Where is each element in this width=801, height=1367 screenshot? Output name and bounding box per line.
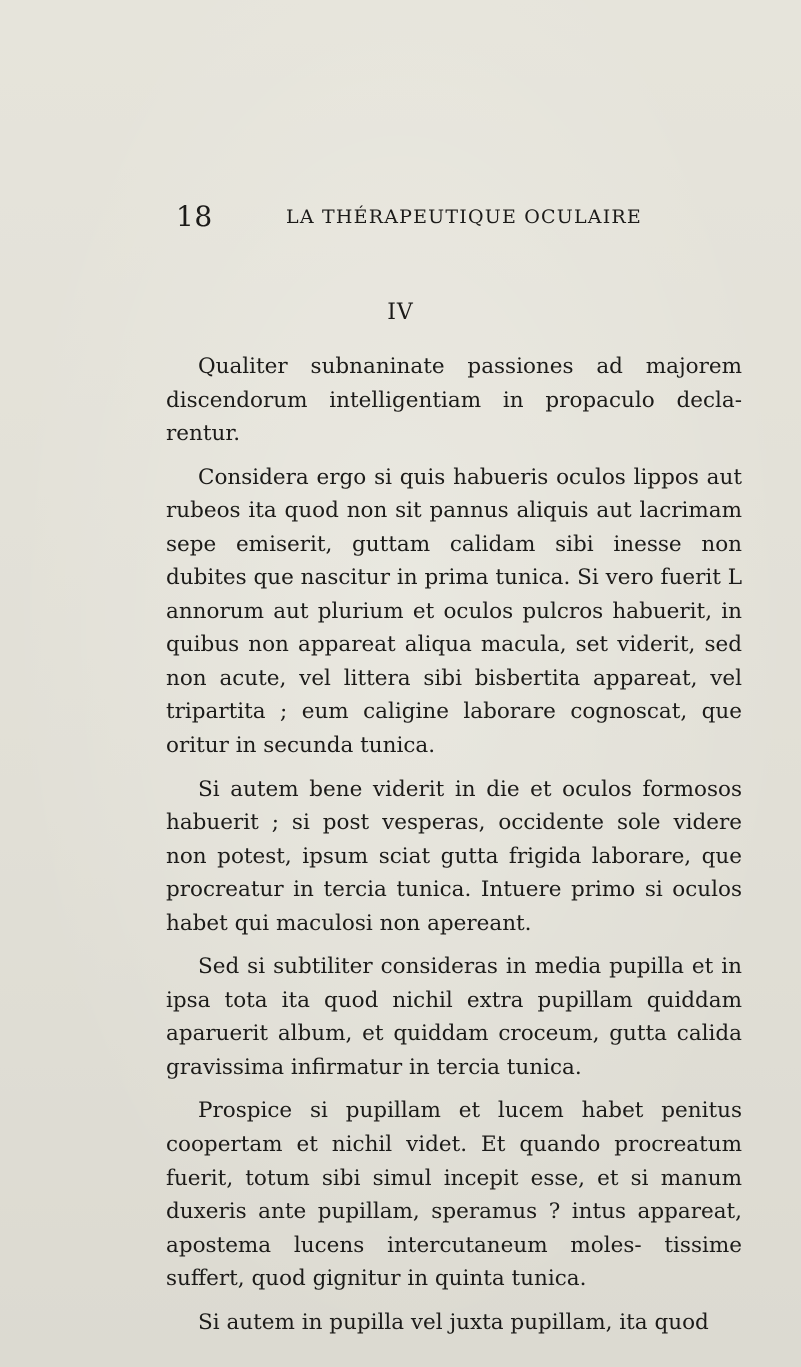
- paragraph-3: Si autem bene viderit in die et oculos formosos habuerit ; si post vesperas, occidente sole videre non potest, ipsum sciat gutta frigida laborare, que procreatur in tercia tunica. Intuere primo si oculos habet qui maculosi non apereant.: [166, 776, 742, 936]
- paragraph-1: Qualiter subnaninate passiones ad majorem discendorum intelligentiam in propaculo decla- rentur.: [166, 354, 742, 447]
- paragraph-5: Prospice si pupillam et lucem habet penitus coopertam et nichil videt. Et quando procreatum fuerit, totum sibi simul incepit esse, et si manum duxeris ante pupillam, speramus ? intus appareat, apostema lucens intercutaneum moles- tissime suffert, quod gignitur in quinta tunica.: [166, 1098, 742, 1292]
- paragraph-4: Sed si subtiliter consideras in media pupilla et in ipsa tota ita quod nichil extra pupillam quiddam aparuerit album, et quiddam croceum, gutta calida gravissima infirmatur in tercia tunica.: [166, 954, 742, 1080]
- running-header: [176, 200, 776, 240]
- body-text: [166, 350, 742, 1339]
- paragraph-2: Considera ergo si quis habueris oculos lippos aut rubeos ita quod non sit pannus aliquis aut lacrimam sepe emiserit, guttam calidam sibi inesse non dubites que nascitur in prima tunica. Si vero fuerit L annorum aut plurium et oculos pulcros habuerit, in quibus non appareat aliqua macula, set viderit, sed non acute, vel littera sibi bisbertita appareat, vel tripartita ; eum caligine laborare cognoscat, que oritur in secunda tunica.: [166, 464, 742, 759]
- paragraph-6: Si autem in pupilla vel juxta pupillam, ita quod: [198, 1309, 709, 1335]
- section-heading: IV: [387, 300, 414, 325]
- page-number: 18: [176, 200, 213, 233]
- running-title: LA THÉRAPEUTIQUE OCULAIRE: [286, 206, 643, 228]
